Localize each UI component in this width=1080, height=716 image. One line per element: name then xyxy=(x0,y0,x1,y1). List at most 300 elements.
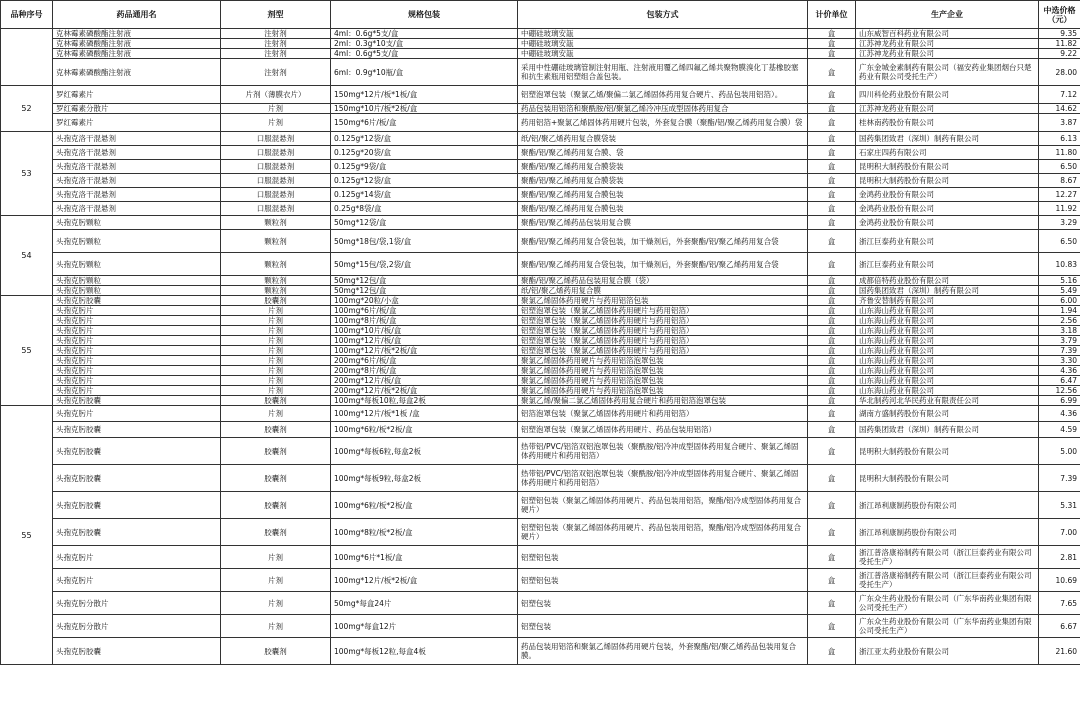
dosage-form-cell: 颗粒剂 xyxy=(221,216,331,230)
table-row xyxy=(1,39,1080,49)
dosage-form-cell: 注射剂 xyxy=(221,29,331,39)
price-cell: 4.36 xyxy=(1039,406,1080,422)
packaging-cell: 中硼硅玻璃安瓿 xyxy=(518,49,808,59)
manufacturer-cell: 山东海山药业有限公司 xyxy=(856,356,1039,366)
dosage-form-cell: 胶囊剂 xyxy=(221,438,331,465)
packaging-cell: 铝塑铝包装（聚氯乙烯固体药用硬片、药品包装用铝箔，聚酯/铝冷成型固体药用复合硬片） xyxy=(518,519,808,546)
price-cell: 6.13 xyxy=(1039,132,1080,146)
price-cell: 4.36 xyxy=(1039,366,1080,376)
drug-name-cell: 头孢克肟胶囊 xyxy=(53,638,221,665)
price-cell: 28.00 xyxy=(1039,59,1080,86)
table-row xyxy=(1,519,1080,546)
spec-cell: 100mg*6粒/板*2板/盒 xyxy=(331,422,518,438)
packaging-cell: 铝塑泡罩包装（聚氯乙烯/聚偏二氯乙烯固体药用复合硬片、药品包装用铝箔）。 xyxy=(518,86,808,104)
drug-name-cell: 头孢克肟胶囊 xyxy=(53,396,221,406)
drug-name-cell: 罗红霉素片 xyxy=(53,86,221,104)
table-row xyxy=(1,346,1080,356)
unit-cell: 盒 xyxy=(808,276,856,286)
unit-cell: 盒 xyxy=(808,386,856,396)
spec-cell: 100mg*12片/板*1板 /盒 xyxy=(331,406,518,422)
dosage-form-cell: 片剂 xyxy=(221,114,331,132)
header-spec: 规格包装 xyxy=(331,1,518,29)
drug-name-cell: 头孢克肟胶囊 xyxy=(53,492,221,519)
unit-cell: 盒 xyxy=(808,202,856,216)
packaging-cell: 聚氯乙烯固体药用硬片与药用铝箔泡罩包装 xyxy=(518,386,808,396)
unit-cell: 盒 xyxy=(808,519,856,546)
table-row xyxy=(1,326,1080,336)
packaging-cell: 铝塑泡罩包装（聚氯乙烯固体药用硬片、药品包装用铝箔） xyxy=(518,422,808,438)
price-cell: 5.49 xyxy=(1039,286,1080,296)
dosage-form-cell: 口服混悬剂 xyxy=(221,160,331,174)
header-drug-name: 药品通用名 xyxy=(53,1,221,29)
table-row xyxy=(1,546,1080,569)
packaging-cell: 铝塑泡罩包装（聚氯乙烯固体药用硬片与药用铝箔） xyxy=(518,326,808,336)
spec-cell: 0.125g*20袋/盒 xyxy=(331,146,518,160)
packaging-cell: 聚氯乙烯固体药用硬片与药用铝箔包装 xyxy=(518,296,808,306)
spec-cell: 50mg*12包/盒 xyxy=(331,276,518,286)
table-row xyxy=(1,160,1080,174)
drug-name-cell: 头孢克洛干混悬剂 xyxy=(53,188,221,202)
table-row xyxy=(1,396,1080,406)
unit-cell: 盒 xyxy=(808,316,856,326)
price-cell: 7.39 xyxy=(1039,346,1080,356)
packaging-cell: 聚酯/铝/聚乙烯药用复合膜包装 xyxy=(518,188,808,202)
price-cell: 9.22 xyxy=(1039,49,1080,59)
dosage-form-cell: 片剂 xyxy=(221,615,331,638)
dosage-form-cell: 片剂 xyxy=(221,336,331,346)
unit-cell: 盒 xyxy=(808,492,856,519)
packaging-cell: 铝塑铝包装 xyxy=(518,569,808,592)
packaging-cell: 中硼硅玻璃安瓿 xyxy=(518,39,808,49)
manufacturer-cell: 昆明积大制药股份有限公司 xyxy=(856,465,1039,492)
drug-name-cell: 头孢克肟胶囊 xyxy=(53,422,221,438)
table-row xyxy=(1,230,1080,253)
drug-name-cell: 头孢克肟颗粒 xyxy=(53,253,221,276)
packaging-cell: 聚酯/铝/聚乙烯药用复合袋包装，加干燥剂后，外套聚酯/铝/聚乙烯药用复合袋 xyxy=(518,253,808,276)
manufacturer-cell: 山东海山药业有限公司 xyxy=(856,366,1039,376)
drug-name-cell: 罗红霉素分散片 xyxy=(53,104,221,114)
manufacturer-cell: 浙江普洛康裕制药有限公司（浙江巨泰药业有限公司受托生产） xyxy=(856,569,1039,592)
dosage-form-cell: 片剂 xyxy=(221,546,331,569)
packaging-cell: 铝塑泡罩包装（聚氯乙烯固体药用硬片与药用铝箔） xyxy=(518,336,808,346)
dosage-form-cell: 胶囊剂 xyxy=(221,519,331,546)
table-row xyxy=(1,59,1080,86)
header-packaging: 包装方式 xyxy=(518,1,808,29)
spec-cell: 4ml：0.6g*5支/盒 xyxy=(331,49,518,59)
table-row xyxy=(1,422,1080,438)
unit-cell: 盒 xyxy=(808,396,856,406)
spec-cell: 0.125g*14袋/盒 xyxy=(331,188,518,202)
packaging-cell: 热带铝/PVC/铝箔双铝泡罩包装（聚酰胺/铝冷冲成型固体药用复合硬片、聚氯乙烯固体药用硬片和药用铝箔） xyxy=(518,465,808,492)
spec-cell: 100mg*每盒12片 xyxy=(331,615,518,638)
manufacturer-cell: 江苏神龙药业有限公司 xyxy=(856,104,1039,114)
spec-cell: 100mg*6片*1板/盒 xyxy=(331,546,518,569)
unit-cell: 盒 xyxy=(808,346,856,356)
packaging-cell: 铝箔泡罩包装（聚氯乙烯固体药用硬片和药用铝箔） xyxy=(518,406,808,422)
dosage-form-cell: 注射剂 xyxy=(221,39,331,49)
unit-cell: 盒 xyxy=(808,376,856,386)
table-row xyxy=(1,174,1080,188)
spec-cell: 100mg*8片/板/盒 xyxy=(331,316,518,326)
drug-name-cell: 罗红霉素片 xyxy=(53,114,221,132)
packaging-cell: 铝塑泡罩包装（聚氯乙烯固体药用硬片与药用铝箔） xyxy=(518,346,808,356)
table-row xyxy=(1,438,1080,465)
manufacturer-cell: 齐鲁安替制药有限公司 xyxy=(856,296,1039,306)
table-row xyxy=(1,306,1080,316)
spec-cell: 100mg*每板6粒,每盒2板 xyxy=(331,438,518,465)
unit-cell: 盒 xyxy=(808,160,856,174)
price-cell: 8.67 xyxy=(1039,174,1080,188)
table-row xyxy=(1,253,1080,276)
spec-cell: 100mg*20粒/小盒 xyxy=(331,296,518,306)
dosage-form-cell: 注射剂 xyxy=(221,59,331,86)
price-cell: 3.30 xyxy=(1039,356,1080,366)
manufacturer-cell: 浙江亚太药业股份有限公司 xyxy=(856,638,1039,665)
drug-name-cell: 头孢克洛干混悬剂 xyxy=(53,174,221,188)
spec-cell: 0.125g*12袋/盒 xyxy=(331,132,518,146)
manufacturer-cell: 浙江普洛康裕制药有限公司（浙江巨泰药业有限公司受托生产） xyxy=(856,546,1039,569)
price-cell: 7.65 xyxy=(1039,592,1080,615)
packaging-cell: 聚酯/铝/聚乙烯药用复合膜袋装 xyxy=(518,160,808,174)
spec-cell: 2ml：0.3g*10支/盒 xyxy=(331,39,518,49)
unit-cell: 盒 xyxy=(808,39,856,49)
drug-name-cell: 头孢克肟颗粒 xyxy=(53,286,221,296)
table-row xyxy=(1,406,1080,422)
packaging-cell: 铝塑包装 xyxy=(518,592,808,615)
price-cell: 5.16 xyxy=(1039,276,1080,286)
drug-name-cell: 头孢克肟片 xyxy=(53,386,221,396)
manufacturer-cell: 山东海山药业有限公司 xyxy=(856,336,1039,346)
drug-name-cell: 头孢克肟胶囊 xyxy=(53,465,221,492)
price-cell: 4.59 xyxy=(1039,422,1080,438)
spec-cell: 200mg*6片/板/盒 xyxy=(331,356,518,366)
spec-cell: 200mg*12片/板*2板/盒 xyxy=(331,386,518,396)
manufacturer-cell: 国药集团致君（深圳）制药有限公司 xyxy=(856,422,1039,438)
drug-name-cell: 克林霉素磷酸酯注射液 xyxy=(53,39,221,49)
dosage-form-cell: 片剂 xyxy=(221,316,331,326)
table-row xyxy=(1,465,1080,492)
header-price: 中选价格（元） xyxy=(1039,1,1080,29)
table-row xyxy=(1,615,1080,638)
price-cell: 7.00 xyxy=(1039,519,1080,546)
packaging-cell: 聚酯/铝/聚乙烯药用复合膜、袋 xyxy=(518,146,808,160)
manufacturer-cell: 山东海山药业有限公司 xyxy=(856,306,1039,316)
manufacturer-cell: 金鸿药业股份有限公司 xyxy=(856,202,1039,216)
unit-cell: 盒 xyxy=(808,104,856,114)
table-row xyxy=(1,638,1080,665)
table-row xyxy=(1,492,1080,519)
header-dosage-form: 剂型 xyxy=(221,1,331,29)
packaging-cell: 聚酯/铝/聚乙烯药用复合膜袋装 xyxy=(518,174,808,188)
spec-cell: 50mg*18包/袋,1袋/盒 xyxy=(331,230,518,253)
packaging-cell: 聚酯/铝/聚乙烯药用复合膜包装 xyxy=(518,202,808,216)
table-row xyxy=(1,276,1080,286)
packaging-cell: 聚酯/铝/聚乙烯药品包装用复合膜（袋） xyxy=(518,276,808,286)
dosage-form-cell: 片剂 xyxy=(221,326,331,336)
manufacturer-cell: 广东金城金素制药有限公司（福安药业集团烟台只楚药业有限公司受托生产） xyxy=(856,59,1039,86)
unit-cell: 盒 xyxy=(808,59,856,86)
dosage-form-cell: 胶囊剂 xyxy=(221,396,331,406)
unit-cell: 盒 xyxy=(808,366,856,376)
variety-number-cell: 54 xyxy=(1,216,53,296)
drug-name-cell: 头孢克肟片 xyxy=(53,326,221,336)
manufacturer-cell: 浙江昂利康制药股份有限公司 xyxy=(856,492,1039,519)
header-unit: 计价单位 xyxy=(808,1,856,29)
manufacturer-cell: 金鸿药业股份有限公司 xyxy=(856,216,1039,230)
unit-cell: 盒 xyxy=(808,146,856,160)
price-cell: 2.81 xyxy=(1039,546,1080,569)
manufacturer-cell: 四川科伦药业股份有限公司 xyxy=(856,86,1039,104)
unit-cell: 盒 xyxy=(808,114,856,132)
unit-cell: 盒 xyxy=(808,546,856,569)
manufacturer-cell: 广东众生药业股份有限公司（广东华南药业集团有限公司受托生产） xyxy=(856,592,1039,615)
manufacturer-cell: 江苏神龙药业有限公司 xyxy=(856,49,1039,59)
unit-cell: 盒 xyxy=(808,336,856,346)
drug-name-cell: 头孢克洛干混悬剂 xyxy=(53,160,221,174)
price-cell: 3.29 xyxy=(1039,216,1080,230)
packaging-cell: 聚氯乙烯固体药用硬片与药用铝箔泡罩包装 xyxy=(518,366,808,376)
manufacturer-cell: 江苏神龙药业有限公司 xyxy=(856,39,1039,49)
packaging-cell: 聚氯乙烯固体药用硬片与药用铝箔泡罩包装 xyxy=(518,376,808,386)
manufacturer-cell: 金鸿药业股份有限公司 xyxy=(856,188,1039,202)
packaging-cell: 铝塑泡罩包装（聚氯乙烯固体药用硬片与药用铝箔） xyxy=(518,316,808,326)
drug-name-cell: 头孢克肟片 xyxy=(53,546,221,569)
table-row xyxy=(1,114,1080,132)
unit-cell: 盒 xyxy=(808,306,856,316)
manufacturer-cell: 山东海山药业有限公司 xyxy=(856,376,1039,386)
table-row xyxy=(1,146,1080,160)
spec-cell: 0.25g*8袋/盒 xyxy=(331,202,518,216)
spec-cell: 200mg*8片/板/盒 xyxy=(331,366,518,376)
dosage-form-cell: 颗粒剂 xyxy=(221,253,331,276)
table-row xyxy=(1,356,1080,366)
price-cell: 9.35 xyxy=(1039,29,1080,39)
manufacturer-cell: 浙江昂利康制药股份有限公司 xyxy=(856,519,1039,546)
price-cell: 11.92 xyxy=(1039,202,1080,216)
price-cell: 10.83 xyxy=(1039,253,1080,276)
table-row xyxy=(1,386,1080,396)
dosage-form-cell: 颗粒剂 xyxy=(221,286,331,296)
unit-cell: 盒 xyxy=(808,356,856,366)
manufacturer-cell: 浙江巨泰药业有限公司 xyxy=(856,230,1039,253)
drug-name-cell: 头孢克肟片 xyxy=(53,376,221,386)
packaging-cell: 药品包装用铝箔和聚酰胺/铝/聚氯乙烯冷冲压成型固体药用复合 xyxy=(518,104,808,114)
unit-cell: 盒 xyxy=(808,49,856,59)
manufacturer-cell: 石家庄四药有限公司 xyxy=(856,146,1039,160)
drug-name-cell: 克林霉素磷酸酯注射液 xyxy=(53,59,221,86)
spec-cell: 50mg*每盒24片 xyxy=(331,592,518,615)
drug-name-cell: 头孢克肟分散片 xyxy=(53,615,221,638)
price-cell: 6.67 xyxy=(1039,615,1080,638)
manufacturer-cell: 山东海山药业有限公司 xyxy=(856,316,1039,326)
drug-name-cell: 头孢克肟胶囊 xyxy=(53,519,221,546)
manufacturer-cell: 广东众生药业股份有限公司（广东华南药业集团有限公司受托生产） xyxy=(856,615,1039,638)
spec-cell: 150mg*10片/板*2板/盒 xyxy=(331,104,518,114)
table-row xyxy=(1,86,1080,104)
dosage-form-cell: 口服混悬剂 xyxy=(221,174,331,188)
packaging-cell: 热带铝/PVC/铝箔双铝泡罩包装（聚酰胺/铝冷冲成型固体药用复合硬片、聚氯乙烯固体药用硬片和药用铝箔） xyxy=(518,438,808,465)
table-row xyxy=(1,49,1080,59)
variety-number-cell: 52 xyxy=(1,86,53,132)
price-cell: 5.00 xyxy=(1039,438,1080,465)
unit-cell: 盒 xyxy=(808,326,856,336)
table-row xyxy=(1,366,1080,376)
unit-cell: 盒 xyxy=(808,132,856,146)
unit-cell: 盒 xyxy=(808,29,856,39)
spec-cell: 50mg*15包/袋,2袋/盒 xyxy=(331,253,518,276)
drug-name-cell: 头孢克肟片 xyxy=(53,569,221,592)
dosage-form-cell: 口服混悬剂 xyxy=(221,202,331,216)
variety-number-cell: 55 xyxy=(1,406,53,665)
dosage-form-cell: 片剂 xyxy=(221,366,331,376)
drug-name-cell: 头孢克肟胶囊 xyxy=(53,438,221,465)
packaging-cell: 纸/铝/聚乙烯药用复合膜袋装 xyxy=(518,132,808,146)
header-manufacturer: 生产企业 xyxy=(856,1,1039,29)
price-cell: 10.69 xyxy=(1039,569,1080,592)
drug-name-cell: 头孢克肟分散片 xyxy=(53,592,221,615)
manufacturer-cell: 国药集团致君（深圳）制药有限公司 xyxy=(856,286,1039,296)
manufacturer-cell: 桂林南药股份有限公司 xyxy=(856,114,1039,132)
dosage-form-cell: 片剂 xyxy=(221,104,331,114)
table-row xyxy=(1,296,1080,306)
spec-cell: 100mg*12片/板*2板/盒 xyxy=(331,569,518,592)
dosage-form-cell: 胶囊剂 xyxy=(221,492,331,519)
spec-cell: 100mg*12片/板/盒 xyxy=(331,336,518,346)
packaging-cell: 中硼硅玻璃安瓿 xyxy=(518,29,808,39)
dosage-form-cell: 注射剂 xyxy=(221,49,331,59)
drug-name-cell: 头孢克肟片 xyxy=(53,346,221,356)
table-row xyxy=(1,286,1080,296)
unit-cell: 盒 xyxy=(808,638,856,665)
unit-cell: 盒 xyxy=(808,174,856,188)
price-cell: 2.56 xyxy=(1039,316,1080,326)
price-cell: 6.50 xyxy=(1039,230,1080,253)
manufacturer-cell: 昆明积大制药股份有限公司 xyxy=(856,160,1039,174)
manufacturer-cell: 成都倍特药业股份有限公司 xyxy=(856,276,1039,286)
header-variety-no: 品种序号 xyxy=(1,1,53,29)
dosage-form-cell: 口服混悬剂 xyxy=(221,188,331,202)
spec-cell: 0.125g*12袋/盒 xyxy=(331,174,518,188)
spec-cell: 100mg*6粒/板*2板/盒 xyxy=(331,492,518,519)
drug-name-cell: 头孢克肟颗粒 xyxy=(53,216,221,230)
unit-cell: 盒 xyxy=(808,86,856,104)
manufacturer-cell: 山东威智百科药业有限公司 xyxy=(856,29,1039,39)
variety-number-cell xyxy=(1,29,53,86)
dosage-form-cell: 口服混悬剂 xyxy=(221,132,331,146)
packaging-cell: 聚氯乙烯固体药用硬片与药用铝箔泡罩包装 xyxy=(518,356,808,366)
drug-name-cell: 头孢克洛干混悬剂 xyxy=(53,146,221,160)
spec-cell: 6ml：0.9g*10瓶/盒 xyxy=(331,59,518,86)
dosage-form-cell: 片剂（薄膜衣片） xyxy=(221,86,331,104)
dosage-form-cell: 胶囊剂 xyxy=(221,465,331,492)
packaging-cell: 采用中性硼硅玻璃管制注射用瓶、注射液用覆乙烯四氟乙烯共聚物膜溴化丁基橡胶塞和抗生素瓶用铝塑组合盖包装。 xyxy=(518,59,808,86)
dosage-form-cell: 胶囊剂 xyxy=(221,422,331,438)
unit-cell: 盒 xyxy=(808,216,856,230)
variety-number-cell: 55 xyxy=(1,296,53,406)
price-cell: 3.87 xyxy=(1039,114,1080,132)
packaging-cell: 纸/铝/聚乙烯药用复合膜 xyxy=(518,286,808,296)
price-cell: 6.99 xyxy=(1039,396,1080,406)
table-row xyxy=(1,376,1080,386)
table-row xyxy=(1,569,1080,592)
manufacturer-cell: 山东海山药业有限公司 xyxy=(856,346,1039,356)
table-header-row xyxy=(1,1,1080,29)
price-cell: 3.18 xyxy=(1039,326,1080,336)
price-cell: 11.82 xyxy=(1039,39,1080,49)
unit-cell: 盒 xyxy=(808,615,856,638)
drug-name-cell: 克林霉素磷酸酯注射液 xyxy=(53,29,221,39)
unit-cell: 盒 xyxy=(808,406,856,422)
dosage-form-cell: 片剂 xyxy=(221,306,331,316)
packaging-cell: 药用铝箔+聚氯乙烯固体药用硬片包装，外套复合膜（聚酯/铝/聚乙烯药用复合膜）袋 xyxy=(518,114,808,132)
manufacturer-cell: 山东海山药业有限公司 xyxy=(856,326,1039,336)
table-row xyxy=(1,336,1080,346)
price-cell: 14.62 xyxy=(1039,104,1080,114)
table-row xyxy=(1,29,1080,39)
variety-number-cell: 53 xyxy=(1,132,53,216)
unit-cell: 盒 xyxy=(808,465,856,492)
unit-cell: 盒 xyxy=(808,592,856,615)
packaging-cell: 聚酯/铝/聚乙烯药用复合袋包装，加干燥剂后，外套聚酯/铝/聚乙烯药用复合袋 xyxy=(518,230,808,253)
dosage-form-cell: 胶囊剂 xyxy=(221,638,331,665)
spec-cell: 100mg*每板12粒,每盒4板 xyxy=(331,638,518,665)
manufacturer-cell: 昆明积大制药股份有限公司 xyxy=(856,174,1039,188)
spec-cell: 100mg*每板9粒,每盒2板 xyxy=(331,465,518,492)
packaging-cell: 铝塑泡罩包装（聚氯乙烯固体药用硬片与药用铝箔） xyxy=(518,306,808,316)
price-cell: 7.12 xyxy=(1039,86,1080,104)
dosage-form-cell: 片剂 xyxy=(221,376,331,386)
manufacturer-cell: 湖南方盛制药股份有限公司 xyxy=(856,406,1039,422)
packaging-cell: 铝塑铝包装（聚氯乙烯固体药用硬片、药品包装用铝箔，聚酯/铝冷成型固体药用复合硬片） xyxy=(518,492,808,519)
spec-cell: 200mg*12片/板/盒 xyxy=(331,376,518,386)
unit-cell: 盒 xyxy=(808,569,856,592)
manufacturer-cell: 国药集团致君（深圳）制药有限公司 xyxy=(856,132,1039,146)
dosage-form-cell: 片剂 xyxy=(221,406,331,422)
price-cell: 1.94 xyxy=(1039,306,1080,316)
table-row xyxy=(1,104,1080,114)
price-cell: 6.00 xyxy=(1039,296,1080,306)
price-cell: 12.27 xyxy=(1039,188,1080,202)
unit-cell: 盒 xyxy=(808,422,856,438)
table-row xyxy=(1,316,1080,326)
unit-cell: 盒 xyxy=(808,438,856,465)
price-cell: 3.79 xyxy=(1039,336,1080,346)
price-cell: 7.39 xyxy=(1039,465,1080,492)
price-cell: 5.31 xyxy=(1039,492,1080,519)
drug-name-cell: 头孢克肟片 xyxy=(53,316,221,326)
unit-cell: 盒 xyxy=(808,286,856,296)
price-cell: 6.47 xyxy=(1039,376,1080,386)
spec-cell: 100mg*每板10粒,每盒2板 xyxy=(331,396,518,406)
spec-cell: 150mg*12片/板*1板/盒 xyxy=(331,86,518,104)
dosage-form-cell: 颗粒剂 xyxy=(221,230,331,253)
packaging-cell: 聚氯乙烯/聚偏二氯乙烯固体药用复合硬片和药用铝箔泡罩包装 xyxy=(518,396,808,406)
dosage-form-cell: 口服混悬剂 xyxy=(221,146,331,160)
table-body xyxy=(1,29,1080,665)
drug-name-cell: 克林霉素磷酸酯注射液 xyxy=(53,49,221,59)
spec-cell: 150mg*6片/板/盒 xyxy=(331,114,518,132)
table-row xyxy=(1,202,1080,216)
price-cell: 21.60 xyxy=(1039,638,1080,665)
table-row xyxy=(1,132,1080,146)
dosage-form-cell: 片剂 xyxy=(221,346,331,356)
price-cell: 11.80 xyxy=(1039,146,1080,160)
table-row xyxy=(1,216,1080,230)
spec-cell: 100mg*6片/板/盒 xyxy=(331,306,518,316)
packaging-cell: 聚酯/铝/聚乙烯药品包装用复合膜 xyxy=(518,216,808,230)
spec-cell: 50mg*12包/盒 xyxy=(331,286,518,296)
drug-name-cell: 头孢克肟胶囊 xyxy=(53,296,221,306)
